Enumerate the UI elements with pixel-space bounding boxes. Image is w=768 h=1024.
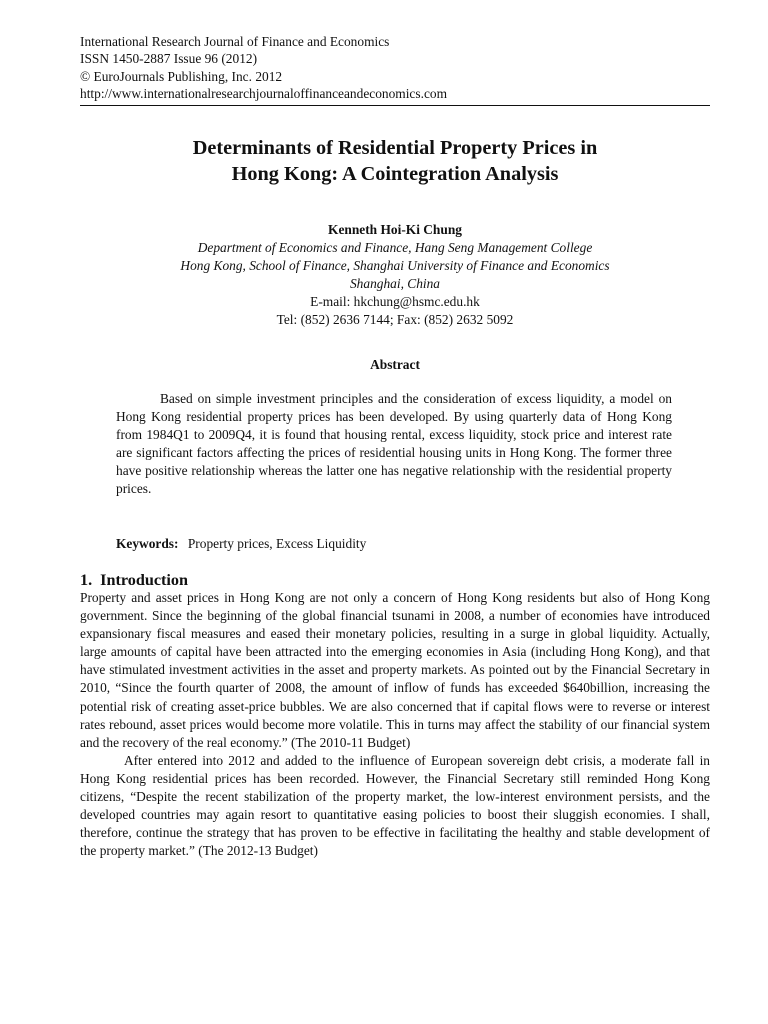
journal-name: International Research Journal of Finance and Economics bbox=[80, 34, 390, 49]
section-title: Introduction bbox=[100, 571, 188, 589]
journal-header bbox=[80, 33, 710, 103]
paper-title bbox=[80, 135, 710, 187]
keywords-value: Property prices, Excess Liquidity bbox=[187, 536, 367, 551]
abstract-body: Based on simple investment principles and the consideration of excess liquidity, a model on Hong Kong residential property prices has been developed. By using quarterly data of Hong Kong from 1984Q1 to 2009Q4, it is found that housing rental, excess liquidity, stock price and interest rate are significant factors affecting the prices of residential housing units in Hong Kong. The former three have positive relationship whereas the latter one has negative relationship with the residential property prices. bbox=[116, 391, 672, 497]
header-rule bbox=[80, 105, 710, 106]
section-number: 1. bbox=[80, 571, 93, 589]
abstract-heading: Abstract bbox=[370, 357, 420, 372]
title-line-1: Determinants of Residential Property Prices in bbox=[192, 137, 598, 159]
affiliation-2: Hong Kong, School of Finance, Shanghai University of Finance and Economics bbox=[180, 258, 610, 273]
intro-paragraph-2: After entered into 2012 and added to the influence of European sovereign debt crisis, a moderate fall in Hong Kong residential prices has been recorded. However, the Financial Secretary still reminded Hong Kong citizens, “Despite the recent stabilization of the property market, the low-interest environment persists, and the developed countries may again resort to quantitative easing policies to boost their sluggish economies. I shall, therefore, continue the strategy that has proven to be effective in facilitating the healthy and stable development of the property market.” (The 2012-13 Budget) bbox=[80, 752, 710, 859]
affiliation-3: Shanghai, China bbox=[349, 276, 441, 291]
affiliation-1: Department of Economics and Finance, Hang Seng Management College bbox=[197, 240, 593, 255]
author-name: Kenneth Hoi-Ki Chung bbox=[328, 222, 462, 237]
keywords-label: Keywords: bbox=[116, 536, 179, 551]
title-line-2: Hong Kong: A Cointegration Analysis bbox=[231, 163, 559, 185]
section-heading bbox=[80, 570, 710, 590]
intro-paragraph-1: Property and asset prices in Hong Kong are not only a concern of Hong Kong residents but also of Hong Kong government. Since the beginning of the global financial tsunami in 2008, a number of economies have introduced expansionary fiscal measures and eased their monetary policies, resulting in a surge in global liquidity. Actually, large amounts of capital have been attracted into the emerging economies in Asia (including Hong Kong), and that have stimulated investment activities in the asset and property markets. As pointed out by the Financial Secretary in 2010, “Since the fourth quarter of 2008, the amount of inflow of funds has exceeded $640billion, increasing the potential risk of creating asset-price bubbles. We are also concerned that if capital flows were to reverse or interest rates rebound, asset prices would become more volatile. This in turns may affect the stability of our financial system and the recovery of the real economy.” (The 2010-11 Budget) bbox=[80, 590, 710, 750]
copyright-line: © EuroJournals Publishing, Inc. 2012 bbox=[80, 68, 283, 84]
journal-url: http://www.internationalresearchjournaloffinanceandeconomics.com bbox=[80, 86, 447, 102]
author-phone: Tel: (852) 2636 7144; Fax: (852) 2632 5092 bbox=[276, 312, 514, 327]
author-block bbox=[80, 221, 710, 329]
introduction-body bbox=[80, 589, 710, 860]
author-email: E-mail: hkchung@hsmc.edu.hk bbox=[310, 294, 480, 309]
issn-line: ISSN 1450-2887 Issue 96 (2012) bbox=[80, 51, 258, 67]
keywords-line bbox=[116, 535, 672, 553]
